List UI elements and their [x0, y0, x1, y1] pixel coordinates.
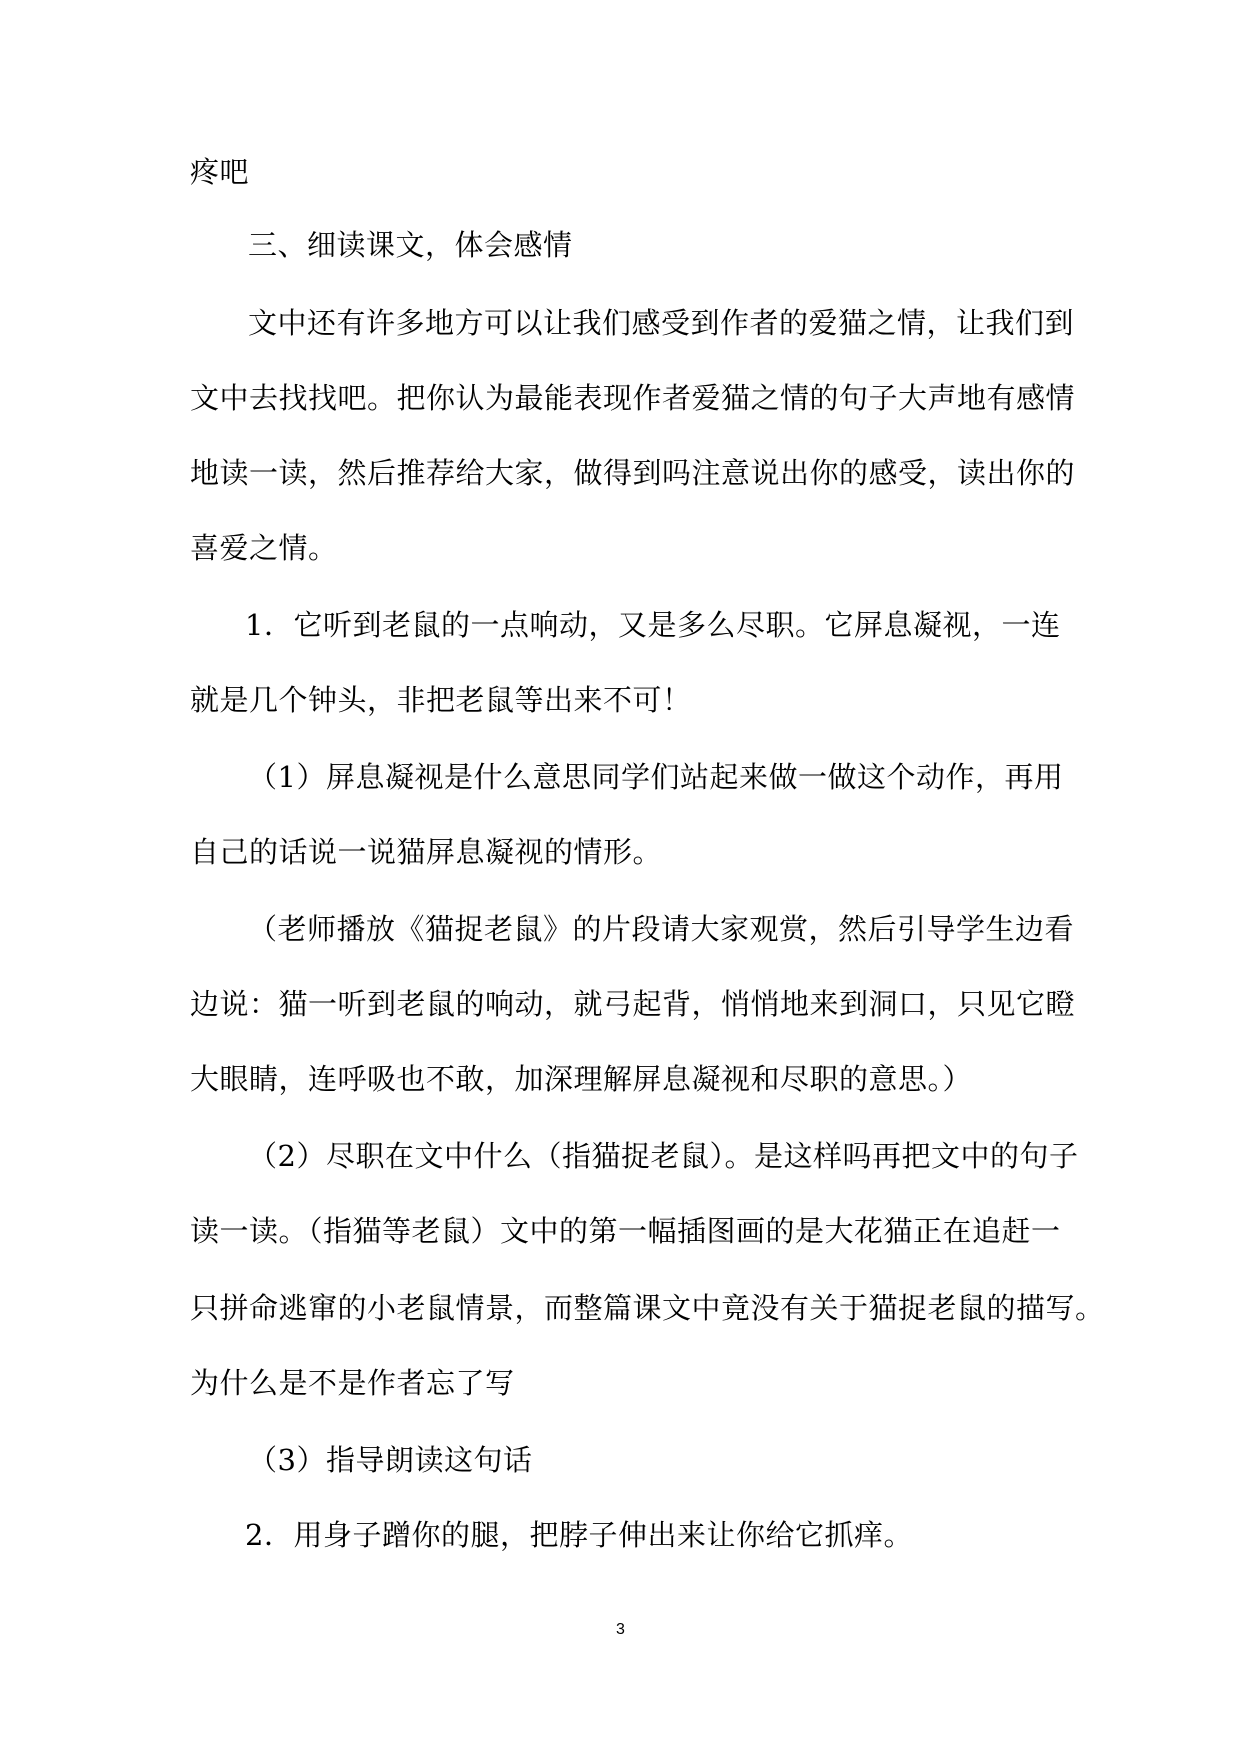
text-line: 1．它听到老鼠的一点响动，又是多么尽职。它屏息凝视，一连 [245, 608, 1061, 642]
text-line: 读一读。（指猫等老鼠）文中的第一幅插图画的是大花猫正在追赶一 [190, 1214, 1061, 1248]
text-line: 文中还有许多地方可以让我们感受到作者的爱猫之情，让我们到 [248, 306, 1075, 340]
text-line: （老师播放《猫捉老鼠》的片段请大家观赏，然后引导学生边看 [248, 912, 1075, 946]
text-line: 喜爱之情。 [190, 531, 338, 565]
text-line: 自己的话说一说猫屏息凝视的情形。 [190, 835, 663, 869]
text-line: 疼吧 [190, 155, 250, 189]
text-line: 只拼命逃窜的小老鼠情景，而整篇课文中竟没有关于猫捉老鼠的描写。 [190, 1291, 1105, 1325]
text-line: （1）屏息凝视是什么意思同学们站起来做一做这个动作，再用 [248, 760, 1064, 794]
page-number: 3 [616, 1621, 625, 1638]
text-line: 为什么是不是作者忘了写 [190, 1366, 515, 1400]
text-line: 边说：猫一听到老鼠的响动，就弓起背，悄悄地来到洞口，只见它瞪 [190, 987, 1076, 1021]
section-heading: 三、细读课文，体会感情 [248, 228, 573, 262]
text-line: 2．用身子蹭你的腿，把脖子伸出来让你给它抓痒。 [245, 1518, 913, 1552]
text-line: 文中去找找吧。把你认为最能表现作者爱猫之情的句子大声地有感情 [190, 381, 1076, 415]
text-line: 地读一读，然后推荐给大家，做得到吗注意说出你的感受，读出你的 [190, 456, 1076, 490]
text-line: （3）指导朗读这句话 [248, 1443, 533, 1477]
text-line: （2）尽职在文中什么（指猫捉老鼠）。是这样吗再把文中的句子 [248, 1139, 1079, 1173]
text-line: 大眼睛，连呼吸也不敢，加深理解屏息凝视和尽职的意思。） [190, 1062, 973, 1096]
text-line: 就是几个钟头，非把老鼠等出来不可！ [190, 683, 692, 717]
